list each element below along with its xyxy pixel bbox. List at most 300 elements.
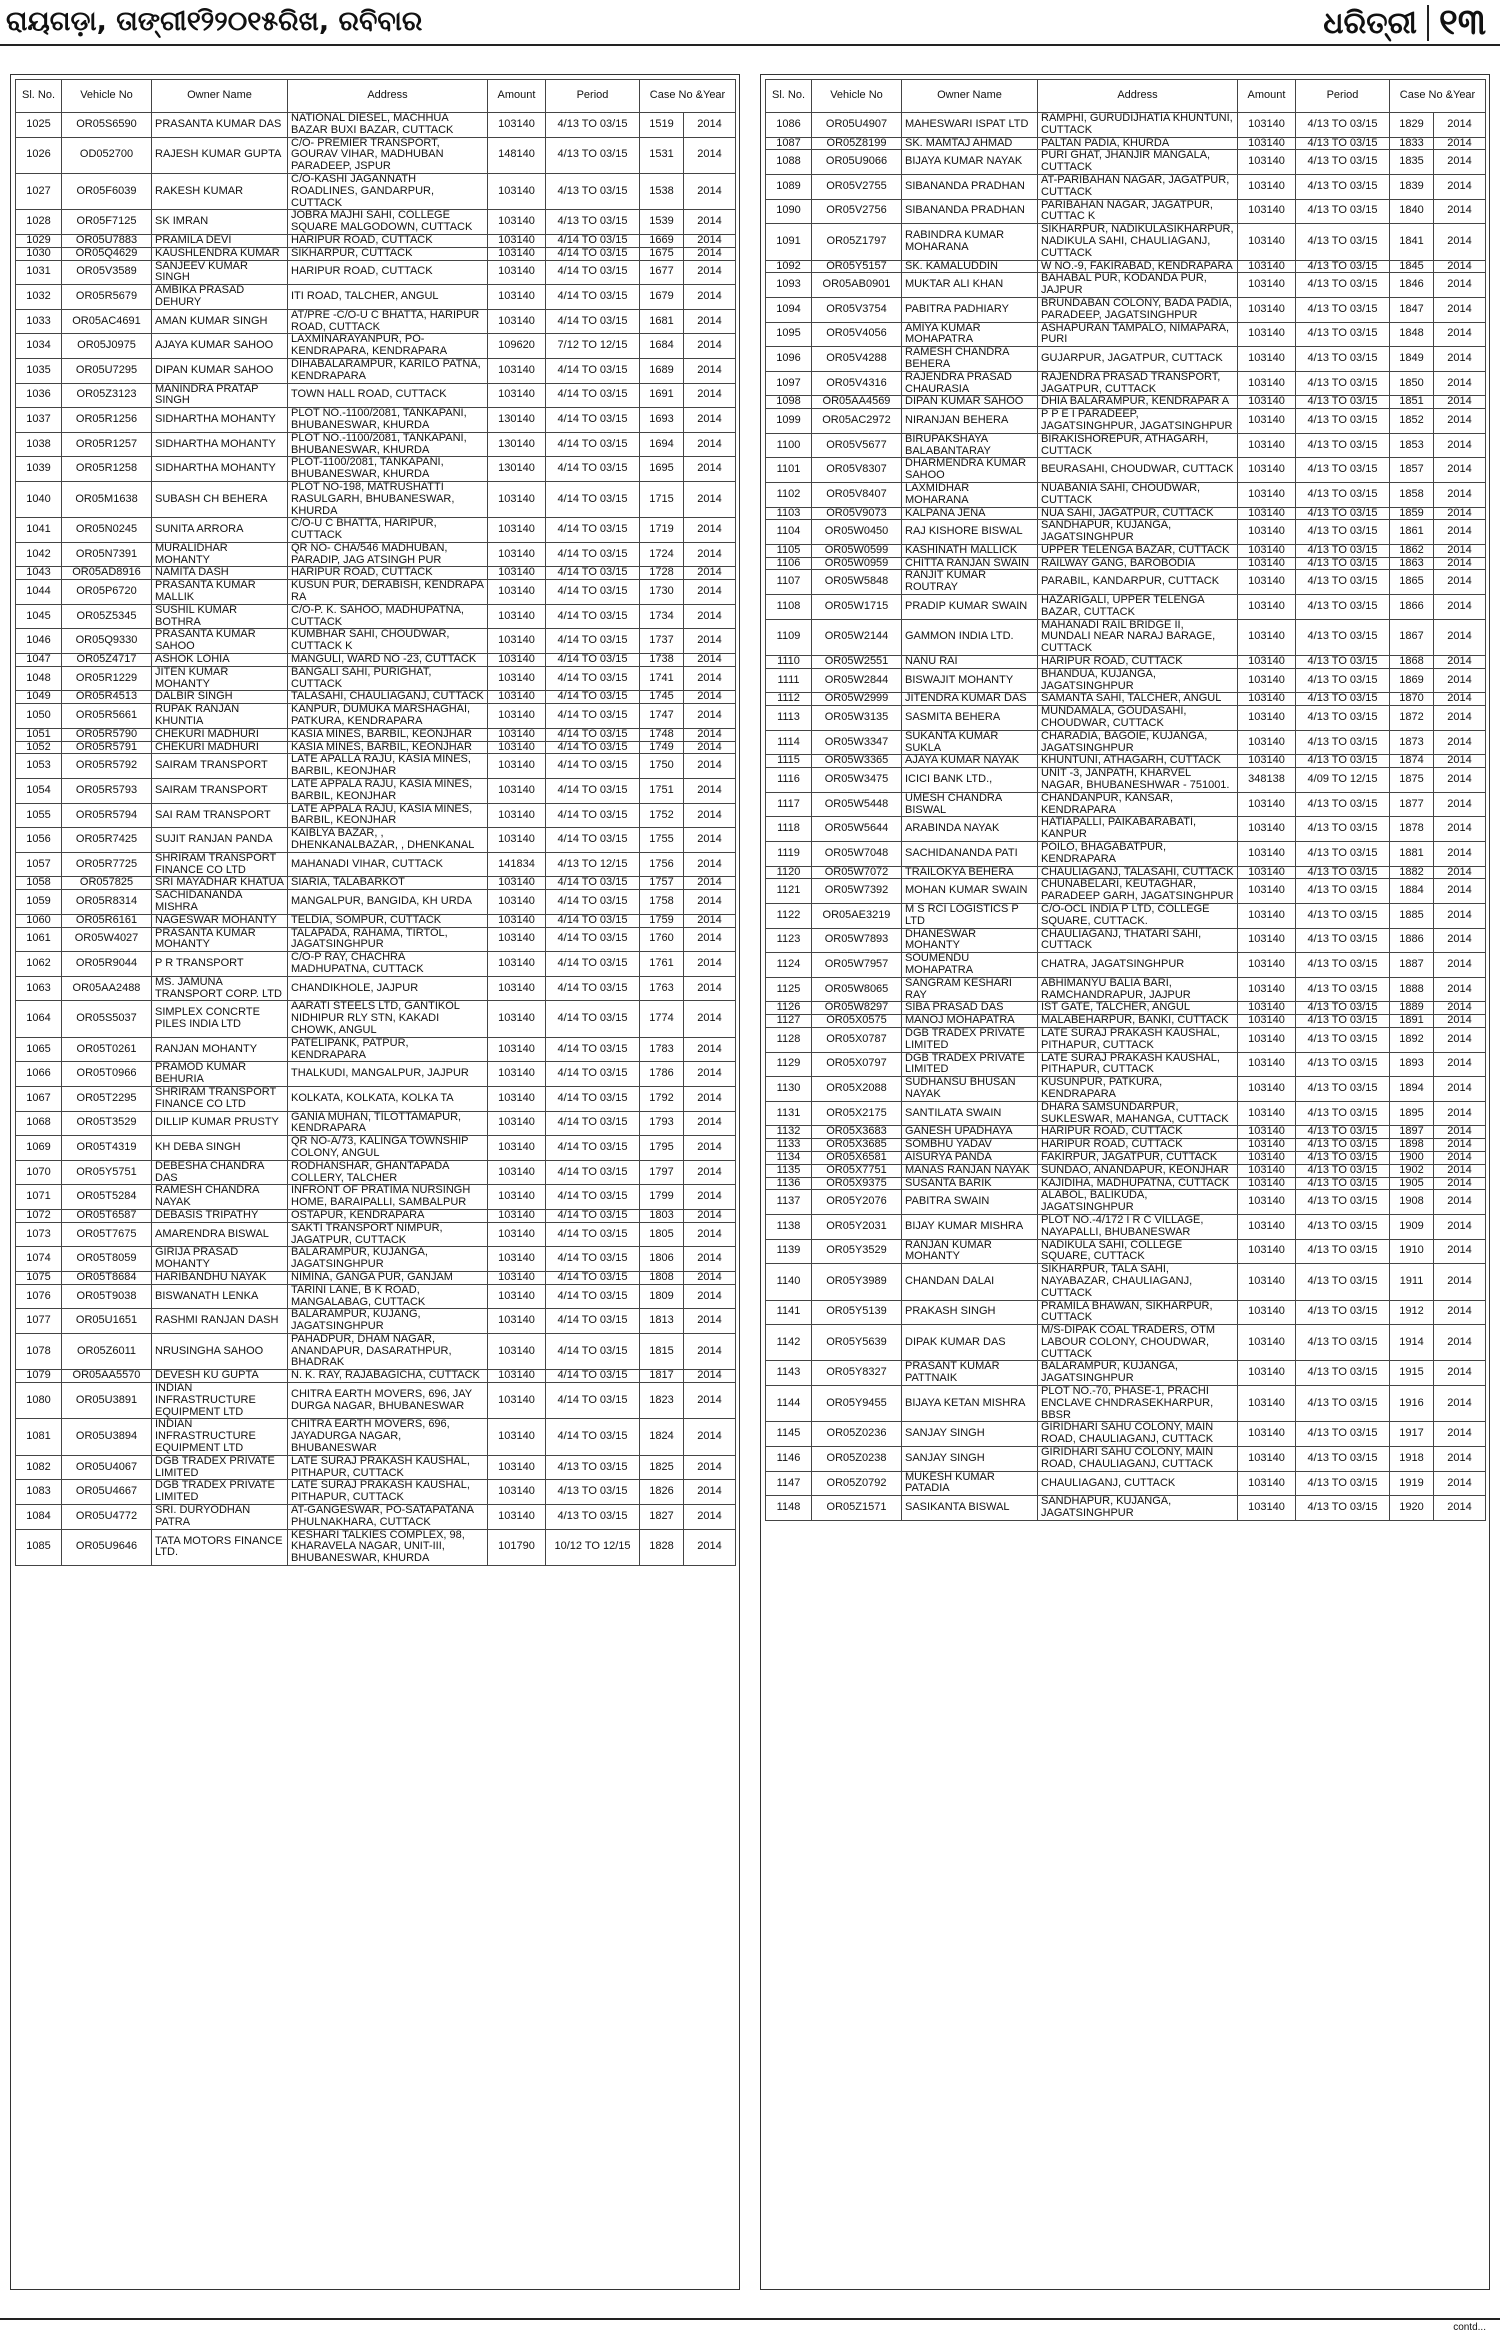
- period-cell: 4/13 TO 03/15: [1296, 1077, 1390, 1102]
- sl-cell: 1038: [16, 432, 62, 457]
- sl-cell: 1031: [16, 260, 62, 285]
- case-cell: 1689: [640, 358, 684, 383]
- table-row: [16, 542, 736, 567]
- address-cell: P P E I PARADEEP, JAGATSINGHPUR, JAGATSINGHPUR: [1038, 409, 1238, 434]
- vehicle-cell: OR05Y5639: [812, 1325, 902, 1361]
- amount-cell: 103140: [488, 704, 546, 729]
- period-cell: 4/13 TO 03/15: [1296, 409, 1390, 434]
- table-row: [16, 457, 736, 482]
- table-row: [766, 347, 1486, 372]
- amount-cell: 103140: [1238, 1151, 1296, 1164]
- case-cell: 1669: [640, 234, 684, 247]
- year-cell: 2014: [1434, 817, 1486, 842]
- address-cell: SIKHARPUR, TALA SAHI, NAYABAZAR, CHAULIAGANJ, CUTTACK: [1038, 1264, 1238, 1300]
- sl-cell: 1037: [16, 408, 62, 433]
- amount-cell: 103140: [1238, 1496, 1296, 1521]
- owner-cell: PABITRA SWAIN: [902, 1190, 1038, 1215]
- year-cell: 2014: [684, 1037, 736, 1062]
- table-row: [16, 334, 736, 359]
- period-cell: 4/13 TO 03/15: [546, 113, 640, 138]
- period-cell: 4/13 TO 03/15: [1296, 273, 1390, 298]
- owner-cell: BIJAYA KUMAR NAYAK: [902, 150, 1038, 175]
- amount-cell: 130140: [488, 432, 546, 457]
- year-cell: 2014: [1434, 1214, 1486, 1239]
- sl-cell: 1143: [766, 1361, 812, 1386]
- period-cell: 4/13 TO 03/15: [1296, 595, 1390, 620]
- vehicle-cell: OR05J0975: [62, 334, 152, 359]
- address-cell: CHITRA EARTH MOVERS, 696, JAYADURGA NAGAR, BHUBANESWAR: [288, 1419, 488, 1455]
- case-cell: 1750: [640, 754, 684, 779]
- sl-cell: 1132: [766, 1126, 812, 1139]
- sl-cell: 1061: [16, 927, 62, 952]
- vehicle-cell: OR05AA4569: [812, 396, 902, 409]
- case-cell: 1902: [1390, 1164, 1434, 1177]
- amount-cell: 103140: [488, 604, 546, 629]
- owner-cell: SUSANTA BARIK: [902, 1177, 1038, 1190]
- year-cell: 2014: [684, 1284, 736, 1309]
- year-cell: 2014: [1434, 1190, 1486, 1215]
- address-cell: LATE SURAJ PRAKASH KAUSHAL, PITHAPUR, CUTTACK: [1038, 1052, 1238, 1077]
- address-cell: QR NO-A/73, KALINGA TOWNSHIP COLONY, ANGUL: [288, 1136, 488, 1161]
- vehicle-cell: OR05U7295: [62, 358, 152, 383]
- address-cell: C/O-KASHI JAGANNATH ROADLINES, GANDARPUR, CUTTACK: [288, 173, 488, 209]
- year-cell: 2014: [1434, 595, 1486, 620]
- sl-cell: 1027: [16, 173, 62, 209]
- owner-cell: PRASANTA KUMAR MOHANTY: [152, 927, 288, 952]
- table-row: [766, 706, 1486, 731]
- owner-cell: DEBESHA CHANDRA DAS: [152, 1160, 288, 1185]
- table-row: [766, 570, 1486, 595]
- year-cell: 2014: [1434, 396, 1486, 409]
- year-cell: 2014: [684, 285, 736, 310]
- sl-cell: 1106: [766, 557, 812, 570]
- owner-cell: SK IMRAN: [152, 210, 288, 235]
- amount-cell: 103140: [488, 1370, 546, 1383]
- case-cell: 1761: [640, 952, 684, 977]
- table-row: [766, 817, 1486, 842]
- year-cell: 2014: [1434, 1239, 1486, 1264]
- col-header-sl: Sl. No.: [766, 80, 812, 113]
- vehicle-cell: OR05Z1571: [812, 1496, 902, 1521]
- owner-cell: INDIAN INFRASTRUCTURE EQUIPMENT LTD: [152, 1383, 288, 1419]
- period-cell: 4/13 TO 03/15: [1296, 260, 1390, 273]
- amount-cell: 103140: [1238, 1177, 1296, 1190]
- year-cell: 2014: [684, 1136, 736, 1161]
- address-cell: MAHANADI VIHAR, CUTTACK: [288, 852, 488, 877]
- sl-cell: 1071: [16, 1185, 62, 1210]
- owner-cell: RAJENDRA PRASAD CHAURASIA: [902, 371, 1038, 396]
- amount-cell: 103140: [1238, 1300, 1296, 1325]
- address-cell: BIRAKISHOREPUR, ATHAGARH, CUTTACK: [1038, 433, 1238, 458]
- address-cell: PRAMILA BHAWAN, SIKHARPUR, CUTTACK: [1038, 1300, 1238, 1325]
- case-cell: 1875: [1390, 768, 1434, 793]
- owner-cell: ARABINDA NAYAK: [902, 817, 1038, 842]
- address-cell: SIKHARPUR, NADIKULASIKHARPUR, NADIKULA SAHI, CHAULIAGANJ, CUTTACK: [1038, 224, 1238, 260]
- year-cell: 2014: [1434, 1052, 1486, 1077]
- amount-cell: 103140: [1238, 371, 1296, 396]
- period-cell: 4/14 TO 03/15: [546, 654, 640, 667]
- table-row: [766, 1015, 1486, 1028]
- vehicle-cell: OR05U9646: [62, 1529, 152, 1565]
- period-cell: 4/13 TO 03/15: [1296, 668, 1390, 693]
- address-cell: TELDIA, SOMPUR, CUTTACK: [288, 914, 488, 927]
- year-cell: 2014: [684, 828, 736, 853]
- case-cell: 1859: [1390, 507, 1434, 520]
- table-row: [766, 693, 1486, 706]
- amount-cell: 103140: [488, 1505, 546, 1530]
- amount-cell: 103140: [1238, 595, 1296, 620]
- address-cell: CHUNABELARI, KEUTAGHAR, PARADEEP GARH, JAGATSINGHPUR: [1038, 879, 1238, 904]
- amount-cell: 103140: [488, 728, 546, 741]
- owner-cell: SAIRAM TRANSPORT: [152, 779, 288, 804]
- case-cell: 1679: [640, 285, 684, 310]
- vehicle-cell: OR05T2295: [62, 1086, 152, 1111]
- footer-rule: [0, 2318, 1500, 2320]
- address-cell: BALARAMPUR, KUJANGA, JAGATSINGHPUR: [1038, 1361, 1238, 1386]
- owner-cell: DALBIR SINGH: [152, 691, 288, 704]
- year-cell: 2014: [1434, 1151, 1486, 1164]
- table-row: [766, 1300, 1486, 1325]
- case-cell: 1851: [1390, 396, 1434, 409]
- table-row: [16, 247, 736, 260]
- case-cell: 1867: [1390, 619, 1434, 655]
- case-cell: 1751: [640, 779, 684, 804]
- period-cell: 4/13 TO 03/15: [1296, 619, 1390, 655]
- case-cell: 1839: [1390, 174, 1434, 199]
- vehicle-cell: OR05R8314: [62, 890, 152, 915]
- table-row: [16, 952, 736, 977]
- case-cell: 1695: [640, 457, 684, 482]
- vehicle-cell: OR05R5793: [62, 779, 152, 804]
- vehicle-cell: OR05U9066: [812, 150, 902, 175]
- sl-cell: 1096: [766, 347, 812, 372]
- owner-cell: SUKANTA KUMAR SUKLA: [902, 730, 1038, 755]
- address-cell: KUSUNPUR, PATKURA, KENDRAPARA: [1038, 1077, 1238, 1102]
- year-cell: 2014: [1434, 1002, 1486, 1015]
- table-row: [766, 433, 1486, 458]
- case-cell: 1752: [640, 803, 684, 828]
- year-cell: 2014: [1434, 755, 1486, 768]
- period-cell: 4/14 TO 03/15: [546, 1160, 640, 1185]
- period-cell: 4/13 TO 03/15: [1296, 1239, 1390, 1264]
- vehicle-cell: OD052700: [62, 137, 152, 173]
- vehicle-cell: OR05Z1797: [812, 224, 902, 260]
- period-cell: 4/13 TO 03/15: [1296, 1496, 1390, 1521]
- year-cell: 2014: [1434, 1264, 1486, 1300]
- sl-cell: 1049: [16, 691, 62, 704]
- table-row: [766, 199, 1486, 224]
- sl-cell: 1052: [16, 741, 62, 754]
- address-cell: AT/PRE -C/O-U C BHATTA, HARIPUR ROAD, CUTTACK: [288, 309, 488, 334]
- owner-cell: SHRIRAM TRANSPORT FINANCE CO LTD: [152, 852, 288, 877]
- vehicle-cell: OR05W7072: [812, 866, 902, 879]
- vehicle-cell: OR05Y2076: [812, 1190, 902, 1215]
- case-cell: 1840: [1390, 199, 1434, 224]
- period-cell: 4/14 TO 03/15: [546, 518, 640, 543]
- table-row: [766, 137, 1486, 150]
- table-row: [16, 210, 736, 235]
- owner-cell: RASHMI RANJAN DASH: [152, 1309, 288, 1334]
- table-row: [16, 1037, 736, 1062]
- owner-cell: UMESH CHANDRA BISWAL: [902, 792, 1038, 817]
- owner-cell: PRAKASH SINGH: [902, 1300, 1038, 1325]
- amount-cell: 103140: [488, 1284, 546, 1309]
- table-row: [766, 842, 1486, 867]
- vehicle-cell: OR05V2755: [812, 174, 902, 199]
- period-cell: 4/13 TO 03/15: [1296, 730, 1390, 755]
- period-cell: 4/13 TO 03/15: [1296, 879, 1390, 904]
- sl-cell: 1090: [766, 199, 812, 224]
- case-cell: 1918: [1390, 1447, 1434, 1472]
- amount-cell: 103140: [1238, 433, 1296, 458]
- table-row: [16, 890, 736, 915]
- year-cell: 2014: [1434, 557, 1486, 570]
- table-row: [16, 976, 736, 1001]
- sl-cell: 1137: [766, 1190, 812, 1215]
- year-cell: 2014: [684, 914, 736, 927]
- table-row: [16, 629, 736, 654]
- amount-cell: 103140: [1238, 755, 1296, 768]
- year-cell: 2014: [1434, 706, 1486, 731]
- case-cell: 1909: [1390, 1214, 1434, 1239]
- address-cell: N. K. RAY, RAJABAGICHA, CUTTACK: [288, 1370, 488, 1383]
- table-row: [16, 518, 736, 543]
- period-cell: 4/14 TO 03/15: [546, 542, 640, 567]
- sl-cell: 1113: [766, 706, 812, 731]
- address-cell: HATIAPALLI, PAIKABARABATI, KANPUR: [1038, 817, 1238, 842]
- case-cell: 1866: [1390, 595, 1434, 620]
- table-row: [766, 113, 1486, 138]
- table-row: [16, 1111, 736, 1136]
- year-cell: 2014: [684, 137, 736, 173]
- amount-cell: 103140: [1238, 693, 1296, 706]
- sl-cell: 1124: [766, 953, 812, 978]
- address-cell: POILO, BHAGABATPUR, KENDRAPARA: [1038, 842, 1238, 867]
- year-cell: 2014: [684, 728, 736, 741]
- sl-cell: 1080: [16, 1383, 62, 1419]
- period-cell: 4/14 TO 03/15: [546, 890, 640, 915]
- amount-cell: 103140: [488, 518, 546, 543]
- year-cell: 2014: [1434, 1077, 1486, 1102]
- table-row: [16, 1480, 736, 1505]
- year-cell: 2014: [1434, 224, 1486, 260]
- year-cell: 2014: [1434, 1386, 1486, 1422]
- period-cell: 4/13 TO 03/15: [1296, 1264, 1390, 1300]
- case-cell: 1914: [1390, 1325, 1434, 1361]
- owner-cell: DGB TRADEX PRIVATE LIMITED: [152, 1480, 288, 1505]
- vehicle-cell: OR05AB0901: [812, 273, 902, 298]
- address-cell: NIMINA, GANGA PUR, GANJAM: [288, 1271, 488, 1284]
- case-cell: 1853: [1390, 433, 1434, 458]
- address-cell: CHAULIAGANJ, CUTTACK: [1038, 1471, 1238, 1496]
- owner-cell: AMBIKA PRASAD DEHURY: [152, 285, 288, 310]
- owner-cell: CHITTA RANJAN SWAIN: [902, 557, 1038, 570]
- amount-cell: 103140: [1238, 396, 1296, 409]
- case-cell: 1734: [640, 604, 684, 629]
- owner-cell: RAJ KISHORE BISWAL: [902, 520, 1038, 545]
- sl-cell: 1142: [766, 1325, 812, 1361]
- case-cell: 1870: [1390, 693, 1434, 706]
- vehicle-cell: OR05Y5751: [62, 1160, 152, 1185]
- sl-cell: 1070: [16, 1160, 62, 1185]
- vehicle-cell: OR05AC2972: [812, 409, 902, 434]
- sl-cell: 1111: [766, 668, 812, 693]
- sl-cell: 1097: [766, 371, 812, 396]
- sl-cell: 1043: [16, 567, 62, 580]
- sl-cell: 1025: [16, 113, 62, 138]
- year-cell: 2014: [684, 604, 736, 629]
- case-cell: 1758: [640, 890, 684, 915]
- address-cell: TOWN HALL ROAD, CUTTACK: [288, 383, 488, 408]
- address-cell: C/O-OCL INDIA P LTD, COLLEGE SQUARE, CUTTACK.: [1038, 904, 1238, 929]
- period-cell: 4/14 TO 03/15: [546, 779, 640, 804]
- vehicle-cell: OR05W3365: [812, 755, 902, 768]
- vehicle-cell: OR05S6590: [62, 113, 152, 138]
- year-cell: 2014: [684, 1480, 736, 1505]
- vehicle-cell: OR05X9375: [812, 1177, 902, 1190]
- year-cell: 2014: [684, 803, 736, 828]
- year-cell: 2014: [1434, 904, 1486, 929]
- period-cell: 4/14 TO 03/15: [546, 580, 640, 605]
- owner-cell: SIBANANDA PRADHAN: [902, 199, 1038, 224]
- address-cell: SAKTI TRANSPORT NIMPUR, JAGATPUR, CUTTACK: [288, 1222, 488, 1247]
- year-cell: 2014: [1434, 1422, 1486, 1447]
- address-cell: BANGALI SAHI, PURIGHAT, CUTTACK: [288, 666, 488, 691]
- vehicle-cell: OR05U3891: [62, 1383, 152, 1419]
- case-cell: 1691: [640, 383, 684, 408]
- address-cell: ASHAPURAN TAMPALO, NIMAPARA, PURI: [1038, 322, 1238, 347]
- year-cell: 2014: [1434, 458, 1486, 483]
- case-cell: 1797: [640, 1160, 684, 1185]
- owner-cell: SIDHARTHA MOHANTY: [152, 408, 288, 433]
- vehicle-cell: OR05U4067: [62, 1455, 152, 1480]
- sl-cell: 1110: [766, 656, 812, 669]
- sl-cell: 1131: [766, 1101, 812, 1126]
- amount-cell: 103140: [1238, 297, 1296, 322]
- amount-cell: 348138: [1238, 768, 1296, 793]
- owner-cell: RAMESH CHANDRA NAYAK: [152, 1185, 288, 1210]
- vehicle-cell: OR05V9073: [812, 507, 902, 520]
- amount-cell: 103140: [1238, 409, 1296, 434]
- period-cell: 4/14 TO 03/15: [546, 408, 640, 433]
- owner-cell: NAMITA DASH: [152, 567, 288, 580]
- address-cell: PLOT NO-198, MATRUSHATTI RASULGARH, BHUBANESWAR, KHURDA: [288, 481, 488, 517]
- continued-note: contd...: [1453, 2322, 1486, 2333]
- address-cell: HARIPUR ROAD, CUTTACK: [1038, 656, 1238, 669]
- sl-cell: 1144: [766, 1386, 812, 1422]
- case-cell: 1881: [1390, 842, 1434, 867]
- address-cell: KOLKATA, KOLKATA, KOLKA TA: [288, 1086, 488, 1111]
- table-row: [16, 1383, 736, 1419]
- owner-cell: PRAMILA DEVI: [152, 234, 288, 247]
- sl-cell: 1136: [766, 1177, 812, 1190]
- vehicle-cell: OR05W3135: [812, 706, 902, 731]
- period-cell: 4/13 TO 03/15: [1296, 1422, 1390, 1447]
- table-row: [766, 879, 1486, 904]
- case-cell: 1850: [1390, 371, 1434, 396]
- amount-cell: 103140: [488, 210, 546, 235]
- address-cell: ITI ROAD, TALCHER, ANGUL: [288, 285, 488, 310]
- owner-cell: INDIAN INFRASTRUCTURE EQUIPMENT LTD: [152, 1419, 288, 1455]
- sl-cell: 1041: [16, 518, 62, 543]
- period-cell: 4/13 TO 03/15: [1296, 866, 1390, 879]
- year-cell: 2014: [1434, 1361, 1486, 1386]
- address-cell: CHAULIAGANJ, THATARI SAHI, CUTTACK: [1038, 928, 1238, 953]
- year-cell: 2014: [1434, 1101, 1486, 1126]
- year-cell: 2014: [684, 1333, 736, 1369]
- case-cell: 1681: [640, 309, 684, 334]
- address-cell: NATIONAL DIESEL, MACHHUA BAZAR BUXI BAZAR, CUTTACK: [288, 113, 488, 138]
- period-cell: 4/14 TO 03/15: [546, 976, 640, 1001]
- table-row: [16, 877, 736, 890]
- sl-cell: 1066: [16, 1062, 62, 1087]
- table-row: [766, 1002, 1486, 1015]
- period-cell: 4/13 TO 03/15: [1296, 520, 1390, 545]
- table-row: [766, 595, 1486, 620]
- owner-cell: M S RCI LOGISTICS P LTD: [902, 904, 1038, 929]
- sl-cell: 1134: [766, 1151, 812, 1164]
- table-row: [16, 666, 736, 691]
- owner-cell: NAGESWAR MOHANTY: [152, 914, 288, 927]
- table-row: [16, 852, 736, 877]
- sl-cell: 1034: [16, 334, 62, 359]
- period-cell: 4/13 TO 03/15: [1296, 693, 1390, 706]
- amount-cell: 103140: [488, 1160, 546, 1185]
- sl-cell: 1079: [16, 1370, 62, 1383]
- year-cell: 2014: [1434, 297, 1486, 322]
- vehicle-cell: OR05R5791: [62, 741, 152, 754]
- owner-cell: JITENDRA KUMAR DAS: [902, 693, 1038, 706]
- owner-cell: NRUSINGHA SAHOO: [152, 1333, 288, 1369]
- owner-cell: BIRUPAKSHAYA BALABANTARAY: [902, 433, 1038, 458]
- vehicle-cell: OR05R5790: [62, 728, 152, 741]
- address-cell: BAHABAL PUR, KODANDA PUR, JAJPUR: [1038, 273, 1238, 298]
- year-cell: 2014: [684, 1160, 736, 1185]
- col-header-vehicle: Vehicle No: [812, 80, 902, 113]
- amount-cell: 103140: [488, 1062, 546, 1087]
- vehicle-cell: OR05X2088: [812, 1077, 902, 1102]
- owner-cell: AMARENDRA BISWAL: [152, 1222, 288, 1247]
- amount-cell: 103140: [488, 1247, 546, 1272]
- owner-cell: SRI. DURYODHAN PATRA: [152, 1505, 288, 1530]
- address-cell: AT-PARIBAHAN NAGAR, JAGATPUR, CUTTACK: [1038, 174, 1238, 199]
- address-cell: PLOT NO.-1100/2081, TANKAPANI, BHUBANESWAR, KHURDA: [288, 432, 488, 457]
- period-cell: 4/13 TO 03/15: [1296, 1027, 1390, 1052]
- case-cell: 1858: [1390, 482, 1434, 507]
- case-cell: 1908: [1390, 1190, 1434, 1215]
- address-cell: LATE APPALA RAJU, KASIA MINES, BARBIL, KEONJHAR: [288, 779, 488, 804]
- address-cell: LATE SURAJ PRAKASH KAUSHAL, PITHAPUR, CUTTACK: [288, 1480, 488, 1505]
- amount-cell: 103140: [488, 1480, 546, 1505]
- period-cell: 4/14 TO 03/15: [546, 1333, 640, 1369]
- case-cell: 1912: [1390, 1300, 1434, 1325]
- amount-cell: 103140: [488, 828, 546, 853]
- sl-cell: 1139: [766, 1239, 812, 1264]
- vehicle-cell: OR05Z8199: [812, 137, 902, 150]
- amount-cell: 103140: [1238, 1164, 1296, 1177]
- year-cell: 2014: [684, 247, 736, 260]
- vehicle-cell: OR05W2999: [812, 693, 902, 706]
- sl-cell: 1053: [16, 754, 62, 779]
- owner-cell: SANGRAM KESHARI RAY: [902, 977, 1038, 1002]
- amount-cell: 103140: [1238, 174, 1296, 199]
- case-cell: 1895: [1390, 1101, 1434, 1126]
- amount-cell: 103140: [488, 1419, 546, 1455]
- case-cell: 1886: [1390, 928, 1434, 953]
- sl-cell: 1116: [766, 768, 812, 793]
- sl-cell: 1067: [16, 1086, 62, 1111]
- table-row: [16, 1247, 736, 1272]
